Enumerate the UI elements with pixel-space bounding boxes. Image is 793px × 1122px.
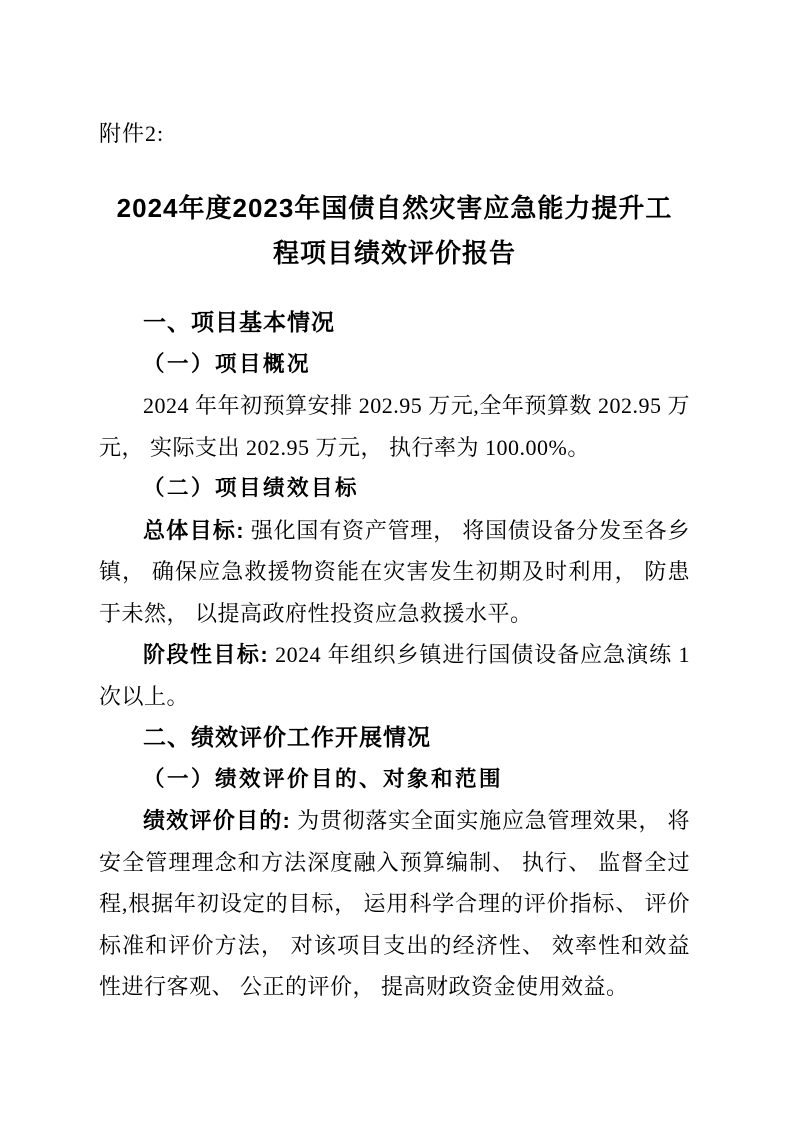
stage-goal-lead-label: 阶段性目标: <box>143 642 269 667</box>
overall-goal-lead-label: 总体目标: <box>143 517 245 543</box>
evaluation-purpose-text: 为贯彻落实全面实施应急管理效果， 将安全管理理念和方法深度融入预算编制、 执行、 监督全过程,根据年初设定的目标， 运用科学合理的评价指标、 评价标准和评价方法， 对该项目支出的经济性、 效率性和效益性进行客观、 公正的评价， 提高财政资金使用效益。 <box>99 808 690 999</box>
report-body <box>99 302 690 1008</box>
overall-goal-text: 强化国有资产管理， 将国债设备分发至各乡镇， 确保应急救援物资能在灾害发生初期及时利用， 防患于未然， 以提高政府性投资应急救援水平。 <box>99 517 690 626</box>
report-title <box>99 186 690 276</box>
paragraph-project-overview <box>99 385 690 468</box>
subsection-heading-performance-goals: （二）项目绩效目标 <box>143 476 360 500</box>
section-heading-evaluation-work: 二、绩效评价工作开展情况 <box>143 724 431 750</box>
attachment-label: 附件2: <box>99 121 165 146</box>
evaluation-purpose-lead-label: 绩效评价目的: <box>143 808 291 833</box>
report-title-line-2: 程项目绩效评价报告 <box>272 238 516 268</box>
paragraph-stage-goal <box>99 634 690 717</box>
subsection-heading-evaluation-purpose-scope: （一）绩效评价目的、对象和范围 <box>143 766 504 791</box>
subsection-heading-project-overview: （一）项目概况 <box>143 351 312 376</box>
paragraph-project-overview-text: 2024 年年初预算安排 202.95 万元,全年预算数 202.95 万元， 实际支出 202.95 万元， 执行率为 100.00%。 <box>99 393 690 460</box>
report-title-line-1: 2024年度2023年国债自然灾害应急能力提升工 <box>116 193 673 223</box>
page-content <box>99 0 690 1008</box>
paragraph-overall-goal <box>99 510 690 635</box>
paragraph-evaluation-purpose <box>99 800 690 1008</box>
stage-goal-text: 2024 年组织乡镇进行国债设备应急演练 1 次以上。 <box>99 642 690 709</box>
section-heading-project-basic-info: 一、项目基本情况 <box>143 309 335 335</box>
